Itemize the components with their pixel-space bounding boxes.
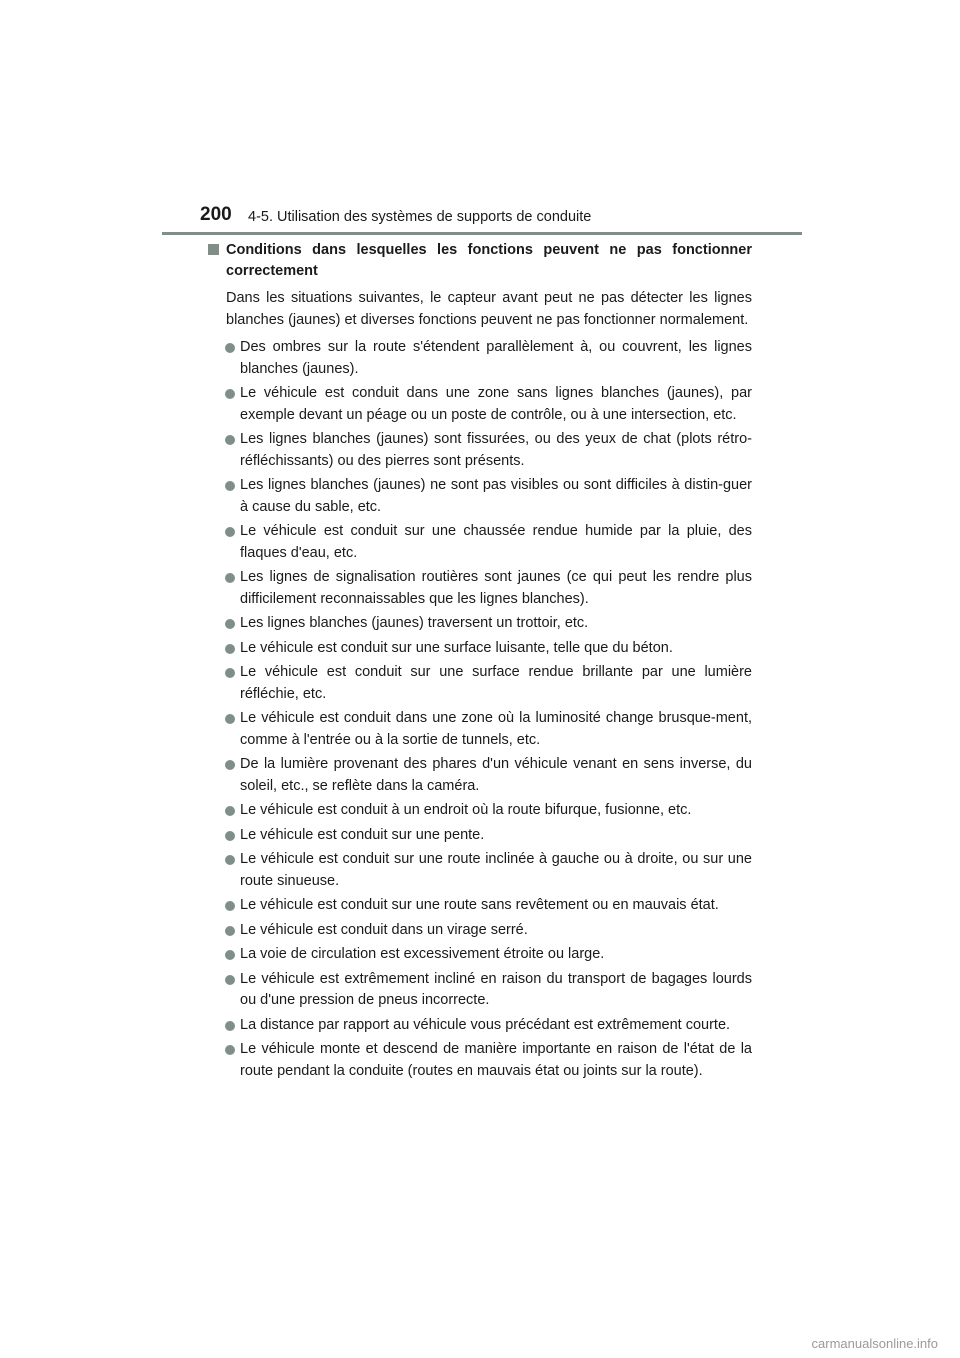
list-item: [208, 1039, 752, 1082]
conditions-list: [208, 337, 752, 1082]
list-item: [208, 754, 752, 797]
circle-bullet-icon: [225, 950, 235, 960]
section-title: 4-5. Utilisation des systèmes de supports de conduite: [248, 209, 592, 225]
circle-bullet-icon: [225, 831, 235, 841]
list-item: [208, 800, 752, 822]
list-item-text: Les lignes de signalisation routières sont jaunes (ce qui peut les rendre plus difficilement reconnaissables que les lignes blanches).: [240, 569, 752, 607]
list-item: [208, 613, 752, 635]
circle-bullet-icon: [225, 901, 235, 911]
circle-bullet-icon: [225, 855, 235, 865]
list-item-text: Le véhicule est conduit sur une pente.: [240, 826, 485, 843]
circle-bullet-icon: [225, 573, 235, 583]
list-item-text: Le véhicule est conduit sur une chaussée rendue humide par la pluie, des flaques d'eau, etc.: [240, 523, 752, 561]
list-item: [208, 920, 752, 942]
circle-bullet-icon: [225, 806, 235, 816]
circle-bullet-icon: [225, 619, 235, 629]
list-item-text: Le véhicule est extrêmement incliné en raison du transport de bagages lourds ou d'une pression de pneus incorrecte.: [240, 970, 752, 1008]
circle-bullet-icon: [225, 1021, 235, 1031]
page-header: [200, 204, 760, 234]
list-item: [208, 475, 752, 518]
circle-bullet-icon: [225, 481, 235, 491]
list-item-text: Le véhicule est conduit sur une surface luisante, telle que du béton.: [240, 639, 673, 656]
watermark-link[interactable]: carmanualsonline.info: [811, 1336, 938, 1351]
circle-bullet-icon: [225, 760, 235, 770]
list-item-text: Le véhicule est conduit dans une zone sans lignes blanches (jaunes), par exemple devant un péage ou un poste de contrôle, ou à une intersection, etc.: [240, 385, 752, 423]
list-item: [208, 825, 752, 847]
list-item-text: Le véhicule est conduit sur une route sans revêtement ou en mauvais état.: [240, 897, 719, 913]
circle-bullet-icon: [225, 527, 235, 537]
list-item-text: Des ombres sur la route s'étendent parallèlement à, ou couvrent, les lignes blanches (jaunes).: [240, 339, 752, 377]
circle-bullet-icon: [225, 343, 235, 353]
list-item-text: La voie de circulation est excessivement étroite ou large.: [240, 946, 605, 962]
subsection-heading-text: Conditions dans lesquelles les fonctions peuvent ne pas fonctionner correctement: [226, 242, 752, 279]
circle-bullet-icon: [225, 644, 235, 654]
list-item: [208, 638, 752, 660]
list-item: [208, 337, 752, 380]
intro-paragraph: Dans les situations suivantes, le capteur avant peut ne pas détecter les lignes blanches (jaunes) et diverses fonctions peuvent ne pas fonctionner normalement.: [226, 290, 752, 328]
list-item-text: Le véhicule est conduit dans un virage serré.: [240, 921, 528, 938]
page-content: [208, 240, 752, 1085]
list-item-text: Le véhicule est conduit sur une surface rendue brillante par une lumière réfléchie, etc.: [240, 664, 752, 702]
list-item: [208, 895, 752, 917]
page-number: 200: [200, 204, 232, 225]
list-item: [208, 708, 752, 751]
list-item: [208, 521, 752, 564]
header-divider: [162, 232, 802, 235]
square-bullet-icon: [208, 244, 219, 255]
list-item: [208, 429, 752, 472]
list-item: [208, 969, 752, 1012]
circle-bullet-icon: [225, 926, 235, 936]
list-item: [208, 944, 752, 966]
circle-bullet-icon: [225, 975, 235, 985]
list-item-text: La distance par rapport au véhicule vous précédant est extrêmement courte.: [240, 1016, 731, 1033]
subsection-heading: [208, 240, 752, 282]
list-item-text: Le véhicule monte et descend de manière importante en raison de l'état de la route pendant la conduite (routes en mauvais état ou joints sur la route).: [240, 1041, 752, 1079]
circle-bullet-icon: [225, 1045, 235, 1055]
list-item-text: Le véhicule est conduit sur une route inclinée à gauche ou à droite, ou sur une route sinueuse.: [240, 851, 752, 889]
circle-bullet-icon: [225, 668, 235, 678]
list-item-text: Le véhicule est conduit dans une zone où la luminosité change brusque-ment, comme à l'entrée ou à la sortie de tunnels, etc.: [240, 710, 752, 748]
list-item-text: Les lignes blanches (jaunes) ne sont pas visibles ou sont difficiles à distin-guer à cause du sable, etc.: [240, 477, 752, 515]
circle-bullet-icon: [225, 435, 235, 445]
list-item: [208, 849, 752, 892]
list-item-text: Les lignes blanches (jaunes) sont fissurées, ou des yeux de chat (plots rétro-réfléchissants) ou des pierres sont présents.: [240, 431, 752, 469]
circle-bullet-icon: [225, 389, 235, 399]
list-item-text: Les lignes blanches (jaunes) traversent un trottoir, etc.: [240, 615, 589, 631]
list-item: [208, 567, 752, 610]
circle-bullet-icon: [225, 714, 235, 724]
list-item: [208, 1015, 752, 1037]
list-item: [208, 662, 752, 705]
list-item-text: Le véhicule est conduit à un endroit où la route bifurque, fusionne, etc.: [240, 802, 692, 818]
list-item: [208, 383, 752, 426]
list-item-text: De la lumière provenant des phares d'un véhicule venant en sens inverse, du soleil, etc., se reflète dans la caméra.: [240, 756, 752, 794]
